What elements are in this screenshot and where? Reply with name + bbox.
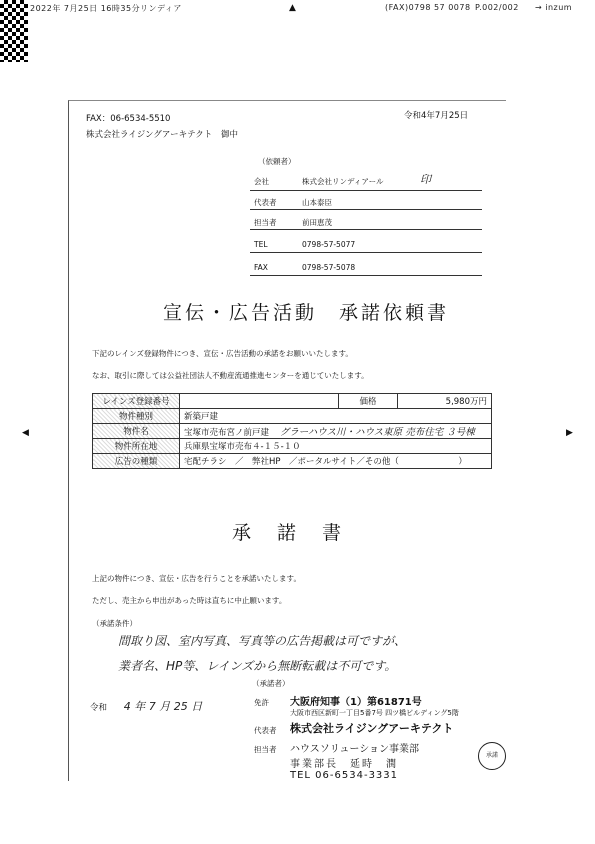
department-name: ハウスソリューション事業部 bbox=[290, 744, 419, 755]
addressee-fax: FAX：06-6534-5510 bbox=[86, 114, 171, 124]
fax-header bbox=[30, 3, 590, 15]
document-date: 令和4年7月25日 bbox=[404, 111, 469, 121]
requester-tel: 0798-57-5077 bbox=[302, 240, 356, 249]
ad-type-value: 宅配チラシ ／ 弊社HP ／ポータルサイト／その他（ ） bbox=[180, 454, 492, 469]
consent-title: 承諾書 bbox=[232, 522, 368, 544]
requester-person-label: 担当者 bbox=[254, 218, 277, 227]
property-table bbox=[92, 393, 492, 469]
person-label: 担当者 bbox=[254, 745, 277, 754]
fax-number: (FAX)0798 57 0078 bbox=[385, 3, 471, 12]
property-name-value: 宝塚市売布宮ノ前戸建 bbox=[184, 428, 270, 438]
conditions-heading: （承諾条件） bbox=[92, 619, 137, 628]
fax-page: P.002/002 bbox=[475, 3, 519, 12]
fax-sender: リンディア bbox=[140, 4, 182, 13]
property-type-label: 物件種別 bbox=[93, 409, 180, 424]
approval-stamp bbox=[478, 742, 506, 770]
company-address: 大阪市西区新町一丁目5番7号 四ツ橋ビルディング5階 bbox=[290, 709, 459, 717]
addressee-company bbox=[86, 128, 238, 140]
consent-line-1: 上記の物件につき、宣伝・広告を行うことを承諾いたします。 bbox=[92, 574, 301, 583]
signature-date-value: 4 年 7 月 25 日 bbox=[123, 700, 203, 713]
table-row bbox=[93, 454, 492, 469]
reins-number-value bbox=[180, 394, 339, 409]
fax-datetime: 2022年 7月25日 16時35分 bbox=[30, 4, 141, 13]
left-arrow-icon: ◀ bbox=[22, 428, 29, 438]
company-tel: TEL 06-6534-3331 bbox=[290, 770, 399, 781]
company-name: 株式会社ライジングアーキテクト bbox=[290, 722, 454, 735]
divider bbox=[250, 252, 482, 253]
requester-person: 前田恵茂 bbox=[302, 218, 332, 227]
addressee-company-name: 株式会社ライジングアーキテクト bbox=[86, 130, 213, 140]
reins-number-label: レインズ登録番号 bbox=[93, 394, 180, 409]
divider bbox=[250, 209, 482, 210]
property-name-cell bbox=[180, 424, 492, 439]
ad-type-label: 広告の種類 bbox=[93, 454, 180, 469]
table-row bbox=[93, 409, 492, 424]
property-address-label: 物件所在地 bbox=[93, 439, 180, 454]
property-type-value: 新築戸建 bbox=[180, 409, 492, 424]
divider bbox=[250, 275, 482, 276]
price-value: 5,980万円 bbox=[398, 394, 492, 409]
requester-tel-label: TEL bbox=[254, 240, 268, 249]
up-arrow-icon: ▲ bbox=[289, 3, 296, 13]
price-label: 価格 bbox=[339, 394, 398, 409]
signature-date bbox=[90, 698, 202, 714]
requester-heading: （依頼者） bbox=[258, 157, 296, 166]
signature-date-prefix: 令和 bbox=[90, 703, 108, 713]
table-row bbox=[93, 394, 492, 409]
company-label: 代表者 bbox=[254, 726, 277, 735]
requester-rep: 山本泰臣 bbox=[302, 198, 332, 207]
fax-extra: → inzum bbox=[535, 3, 573, 12]
signer-label: （承諾者） bbox=[252, 679, 290, 688]
requester-company: 株式会社リンディアール bbox=[302, 177, 384, 186]
requester-fax-label: FAX bbox=[254, 263, 268, 272]
conditions-line-2: 業者名、HP等、レインズから無断転載は不可です。 bbox=[118, 659, 397, 673]
document-title: 宣伝・広告活動 承諾依頼書 bbox=[163, 302, 450, 324]
requester-company-seal: 印 bbox=[420, 173, 431, 186]
license-label: 免許 bbox=[254, 698, 269, 707]
consent-line-2: ただし、売主から申出があった時は直ちに中止願います。 bbox=[92, 596, 287, 605]
requester-company-label: 会社 bbox=[254, 177, 269, 186]
requester-fax: 0798-57-5078 bbox=[302, 263, 356, 272]
property-name-note: グラーハウス川・ハウス東原 売布住宅 ３号棟 bbox=[279, 427, 475, 438]
table-row bbox=[93, 439, 492, 454]
intro-line-2: なお、取引に際しては公益社団法人不動産流通推進センターを通じていたします。 bbox=[92, 371, 369, 380]
right-arrow-icon: ▶ bbox=[566, 428, 573, 438]
table-row bbox=[93, 424, 492, 439]
property-address-value: 兵庫県宝塚市売布４-１５-１０ bbox=[180, 439, 492, 454]
approval-stamp-text: 承諾 bbox=[485, 752, 498, 759]
requester-rep-label: 代表者 bbox=[254, 198, 277, 207]
property-name-label: 物件名 bbox=[93, 424, 180, 439]
divider bbox=[250, 190, 482, 191]
conditions-line-1: 間取り図、室内写真、写真等の広告掲載は可ですが、 bbox=[118, 634, 407, 648]
fax-checker-pattern bbox=[0, 0, 28, 62]
license-number: 大阪府知事（1）第61871号 bbox=[290, 697, 422, 708]
divider bbox=[250, 229, 482, 230]
intro-line-1: 下記のレインズ登録物件につき、宣伝・広告活動の承諾をお願いいたします。 bbox=[92, 349, 353, 358]
addressee-suffix: 御中 bbox=[220, 130, 238, 140]
role-and-name: 事業部長 延時 潤 bbox=[290, 759, 398, 770]
